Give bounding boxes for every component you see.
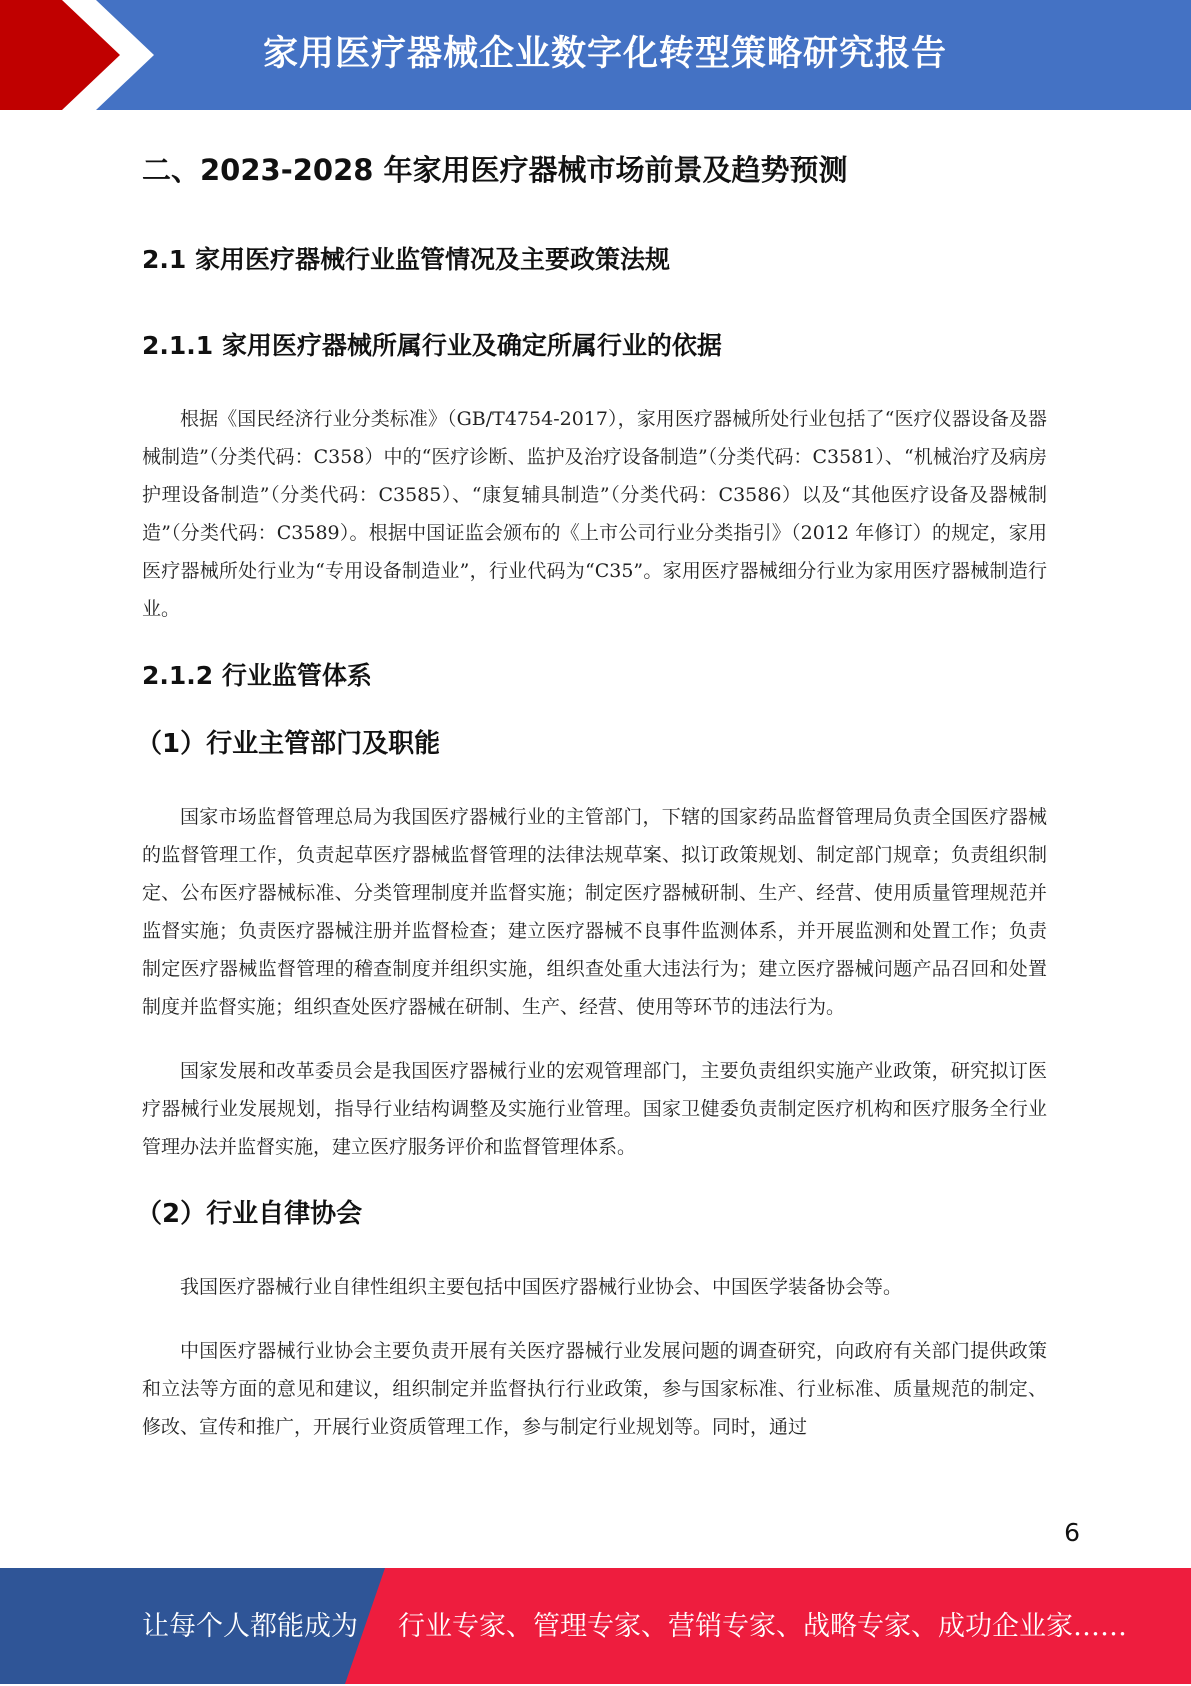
footer-banner xyxy=(0,1568,1191,1684)
header-banner xyxy=(0,0,1191,110)
sub-heading-regulators: （1）行业主管部门及职能 xyxy=(136,729,441,759)
paragraph-association-duties: 中国医疗器械行业协会主要负责开展有关医疗器械行业发展问题的调查研究，向政府有关部门提供政策和立法等方面的意见和建议，组织制定并监督执行行业政策，参与国家标准、行业标准、质量规范的制定、修改、宣传和推广，开展行业资质管理工作，参与制定行业规划等。同时，通过 xyxy=(142,1340,1047,1438)
footer-slogan-left: 让每个人都能成为 xyxy=(142,1611,358,1642)
paragraph-industry-classification: 根据《国民经济行业分类标准》（GB/T4754-2017），家用医疗器械所处行业包括了“医疗仪器设备及器械制造”（分类代码：C358）中的“医疗诊断、监护及治疗设备制造”（分类代码：C3581）、“机械治疗及病房护理设备制造”（分类代码：C3585）、“康复辅具制造”（分类代码：C3586）以及“其他医疗设备及器械制造”（分类代码：C3589）。根据中国证监会颁布的《上市公司行业分类指引》（2012 年修订）的规定，家用医疗器械所处行业为“专用设备制造业”，行业代码为“C35”。家用医疗器械细分行业为家用医疗器械制造行业。 xyxy=(142,408,1047,620)
paragraph-samr-duties: 国家市场监督管理总局为我国医疗器械行业的主管部门，下辖的国家药品监督管理局负责全国医疗器械的监督管理工作，负责起草医疗器械监督管理的法律法规草案、拟订政策规划、制定部门规章；负责组织制定、公布医疗器械标准、分类管理制度并监督实施；制定医疗器械研制、生产、经营、使用质量管理规范并监督实施；负责医疗器械注册并监督检查；建立医疗器械不良事件监测体系，并开展监测和处置工作；负责制定医疗器械监督管理的稽查制度并组织实施，组织查处重大违法行为；建立医疗器械问题产品召回和处置制度并监督实施；组织查处医疗器械在研制、生产、经营、使用等环节的违法行为。 xyxy=(142,806,1047,1018)
report-title: 家用医疗器械企业数字化转型策略研究报告 xyxy=(262,34,947,74)
document-body xyxy=(136,130,1047,1446)
subsection-heading-2-1-1: 2.1.1 家用医疗器械所属行业及确定所属行业的依据 xyxy=(142,331,722,360)
footer-slogan-right: 行业专家、管理专家、营销专家、战略专家、成功企业家…… xyxy=(398,1611,1127,1642)
paragraph-associations-list: 我国医疗器械行业自律性组织主要包括中国医疗器械行业协会、中国医学装备协会等。 xyxy=(180,1276,903,1298)
sub-heading-associations: （2）行业自律协会 xyxy=(136,1199,363,1229)
chapter-heading: 二、2023-2028 年家用医疗器械市场前景及趋势预测 xyxy=(142,153,848,187)
section-heading-2-1: 2.1 家用医疗器械行业监管情况及主要政策法规 xyxy=(142,245,670,274)
subsection-heading-2-1-2: 2.1.2 行业监管体系 xyxy=(142,661,372,690)
page-number: 6 xyxy=(1064,1518,1080,1547)
paragraph-ndrc-duties: 国家发展和改革委员会是我国医疗器械行业的宏观管理部门，主要负责组织实施产业政策，研究拟订医疗器械行业发展规划，指导行业结构调整及实施行业管理。国家卫健委负责制定医疗机构和医疗服务全行业管理办法并监督实施，建立医疗服务评价和监督管理体系。 xyxy=(142,1060,1047,1158)
